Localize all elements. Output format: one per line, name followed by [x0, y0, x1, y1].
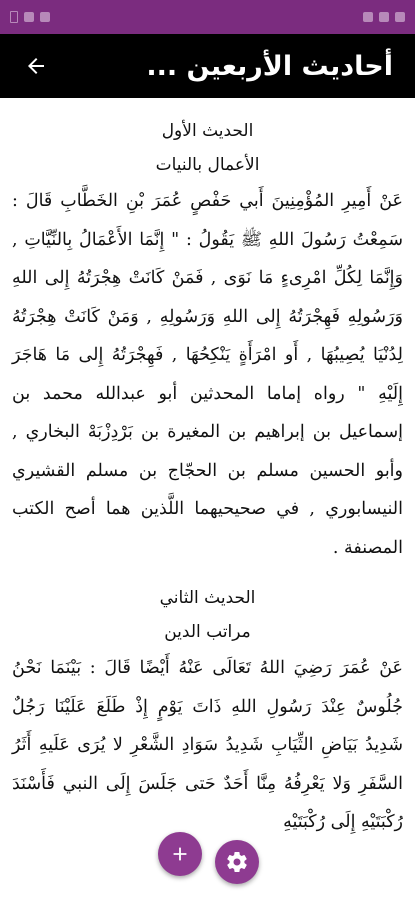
arrow-left-icon [24, 54, 48, 78]
hadith-list[interactable] [0, 98, 415, 900]
status-bar [0, 0, 415, 34]
plus-icon [169, 843, 191, 865]
back-button[interactable] [20, 50, 52, 82]
status-icons-right [363, 12, 405, 22]
hadith-subtitle: الأعمال بالنيات [155, 155, 260, 175]
hadith-item [0, 567, 415, 842]
battery-icon [10, 11, 18, 23]
hadith-title: الحديث الثاني [159, 588, 256, 608]
signal-icon [24, 12, 34, 22]
status-icons-left [10, 11, 50, 23]
notification-icon [363, 12, 373, 22]
hadith-text: عَنْ عُمَرَ رَضِيَ اللهُ تَعَالَى عَنْهُ أَيْضًا قَالَ : بَيْنَمَا نَحْنُ جُلُوسٌ عِنْدَ رَسُولِ اللهِ ذَاتَ يَوْمٍ إِذْ طَلَعَ عَلَيْنَا رَجُلٌ شَدِيدُ بَيَاضِ الثِّيَابِ شَدِيدُ سَوَادِ الشَّعْرِ لا يُرَى عَلَيهِ أَثَرُ السَّفَرِ وَلا يَعْرِفُهُ مِنَّا أَحَدٌ حَتى جَلَسَ إِلَى النبي فَأَسْنَدَ رُكْبَتَيْهِ إِلَى رُكْبَتَيْهِ [12, 658, 403, 832]
hadith-title: الحديث الأول [161, 121, 254, 141]
add-button[interactable] [158, 832, 202, 876]
hadith-text: عَنْ أَمِيرِ المُؤْمِنِينَ أَبي حَفْصٍ عُمَرَ بْنِ الخَطَّابِ قَالَ : سَمِعْتُ رَسُولَ اللهِ ﷺ يَقُولُ : " إِنَّمَا الأَعْمَالُ بِالنِّيَّاتِ , وَإِنَّمَا لِكُلِّ امْرِىءٍ مَا نَوَى , فَمَنْ كَانَتْ هِجْرَتُهُ إِلى اللهِ وَرَسُولِهِ فَهِجْرَتُهُ إِلى اللهِ وَرَسُولِهِ , وَمَنْ كَانَتْ هِجْرَتُهُ لِدُنْيَا يُصِيبُهَا , أَو امْرَأَةٍ يَنْكِحُهَا , فَهِجْرَتُهُ إِلى مَا هَاجَرَ إِلَيْهِ " رواه إماما المحدثين أبو عبدالله محمد بن إسماعيل بن إبراهيم بن المغيرة بن بَرْدِزْبَهْ البخاري , وأبو الحسين مسلم بن الحجّاج بن مسلم القشيري النيسابوري , في صحيحيهما اللَّذين هما أصح الكتب المصنفة . [12, 191, 403, 558]
settings-button[interactable] [215, 840, 259, 884]
gear-icon [225, 850, 249, 874]
notification-icon [379, 12, 389, 22]
hadith-item [0, 98, 415, 567]
page-title: أحاديث الأربعين ... [146, 50, 393, 82]
wifi-icon [40, 12, 50, 22]
notification-icon [395, 12, 405, 22]
app-bar [0, 34, 415, 98]
hadith-subtitle: مراتب الدين [164, 622, 251, 642]
